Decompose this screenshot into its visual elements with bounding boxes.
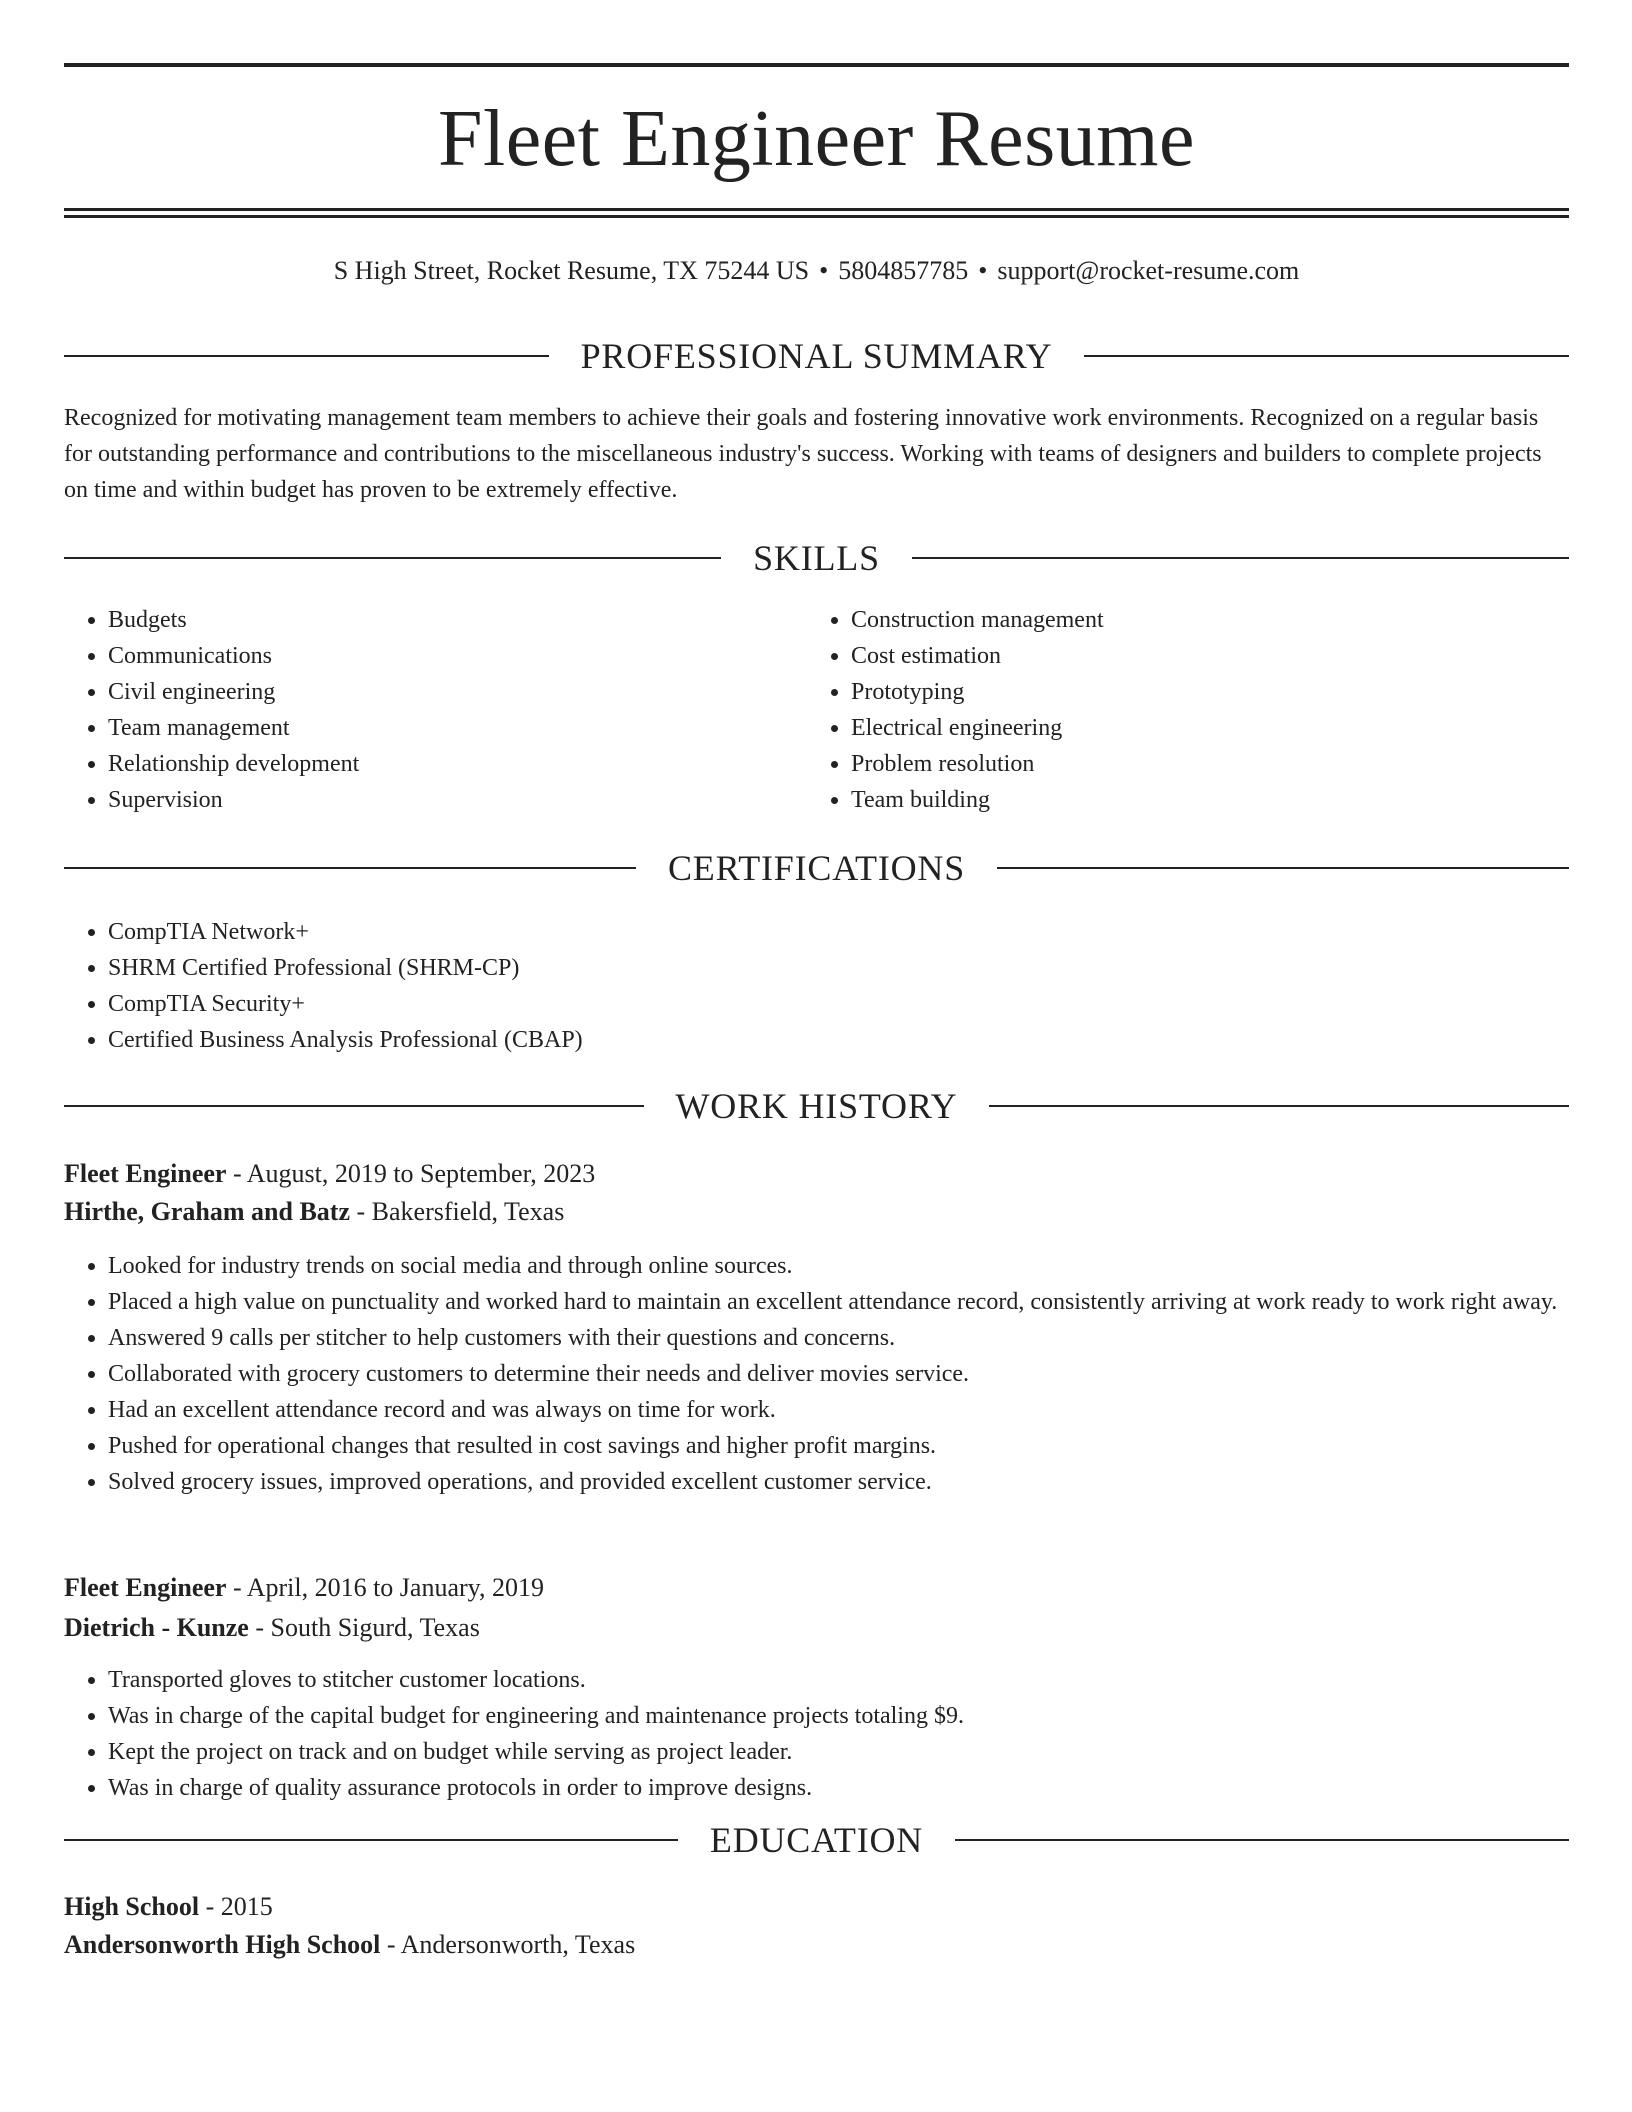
dash: - [232,1573,242,1602]
heading-rule [1084,355,1569,357]
skill-item: • Team building [851,782,1550,818]
contact-line [64,253,1569,289]
skill-item: • Relationship development [108,746,807,782]
job-title-line [64,1155,1569,1193]
duty-item: • Looked for industry trends on social media and through online sources. [108,1248,1569,1284]
section-heading-education [64,1818,1569,1862]
heading-rule [64,867,636,869]
contact-separator: • [978,256,988,285]
skill-item: • Prototyping [851,674,1550,710]
duty-item: • Solved grocery issues, improved operations, and provided excellent customer service. [108,1464,1569,1500]
skill-item: • Supervision [108,782,807,818]
education-year: 2015 [220,1892,273,1921]
duty-item: • Was in charge of the capital budget for engineering and maintenance projects totaling $9. [108,1698,1569,1734]
dash: - [386,1930,396,1959]
heading-rule [64,557,721,559]
section-title: CERTIFICATIONS [667,848,966,888]
certifications-list [64,914,1569,1058]
dash: - [255,1613,265,1642]
certification-item: • CompTIA Network+ [108,914,1569,950]
job-title-line [64,1569,1569,1607]
heading-rule [997,867,1569,869]
section-title: SKILLS [753,538,880,578]
skills-column-left [64,602,807,818]
top-rule [64,63,1569,67]
certification-item: • SHRM Certified Professional (SHRM-CP) [108,950,1569,986]
skill-item: • Construction management [851,602,1550,638]
job-duties-list [64,1248,1569,1500]
duty-item: • Collaborated with grocery customers to determine their needs and deliver movies service. [108,1356,1569,1392]
title-rule-lower [64,215,1569,218]
dash: - [205,1892,215,1921]
skills-column-right [807,602,1550,818]
job-company-line [64,1609,1569,1647]
duty-item: • Was in charge of quality assurance protocols in order to improve designs. [108,1770,1569,1806]
certification-item: • Certified Business Analysis Professional (CBAP) [108,1022,1569,1058]
job-duties-list [64,1662,1569,1806]
section-title: WORK HISTORY [675,1086,958,1126]
heading-rule [989,1105,1569,1107]
skills-list [64,602,1569,818]
duty-item: • Kept the project on track and on budget while serving as project leader. [108,1734,1569,1770]
heading-rule [955,1839,1569,1841]
education-degree-line [64,1888,1569,1926]
contact-address: S High Street, Rocket Resume, TX 75244 US [333,256,810,285]
job-company-line [64,1193,1569,1231]
skill-item: • Budgets [108,602,807,638]
contact-separator: • [819,256,829,285]
heading-rule [912,557,1569,559]
resume-title: Fleet Engineer Resume [438,95,1195,183]
title-rule-upper [64,208,1569,211]
skill-item: • Cost estimation [851,638,1550,674]
job-company: Dietrich - Kunze [64,1613,249,1642]
education-degree: High School [64,1892,200,1921]
job-location: South Sigurd, Texas [270,1613,480,1642]
job-company: Hirthe, Graham and Batz [64,1197,350,1226]
dash: - [356,1197,366,1226]
heading-rule [64,1839,678,1841]
dash: - [232,1159,242,1188]
skill-item: • Problem resolution [851,746,1550,782]
contact-email: support@rocket-resume.com [997,256,1300,285]
duty-item: • Transported gloves to stitcher customer locations. [108,1662,1569,1698]
duty-item: • Had an excellent attendance record and was always on time for work. [108,1392,1569,1428]
duty-item: • Pushed for operational changes that resulted in cost savings and higher profit margins. [108,1428,1569,1464]
education-school-line [64,1926,1569,1964]
section-heading-summary [64,334,1569,378]
job-title: Fleet Engineer [64,1159,227,1188]
section-title: EDUCATION [709,1820,924,1860]
heading-rule [64,355,549,357]
section-heading-skills [64,536,1569,580]
certification-item: • CompTIA Security+ [108,986,1569,1022]
job-location: Bakersfield, Texas [371,1197,565,1226]
section-heading-work-history [64,1084,1569,1128]
skill-item: • Team management [108,710,807,746]
section-heading-certifications [64,846,1569,890]
job-title: Fleet Engineer [64,1573,227,1602]
education-location: Andersonworth, Texas [400,1930,636,1959]
duty-item: • Answered 9 calls per stitcher to help customers with their questions and concerns. [108,1320,1569,1356]
job-dates: August, 2019 to September, 2023 [246,1159,596,1188]
skill-item: • Civil engineering [108,674,807,710]
section-title: PROFESSIONAL SUMMARY [580,336,1053,376]
duty-item: • Placed a high value on punctuality and worked hard to maintain an excellent attendance record, consistently arriving at work ready to work right away. [108,1284,1569,1320]
heading-rule [64,1105,644,1107]
skill-item: • Electrical engineering [851,710,1550,746]
skill-item: • Communications [108,638,807,674]
summary-text: Recognized for motivating management team members to achieve their goals and fostering innovative work environments. Recognized on a regular basis for outstanding performance and contributions to the miscellaneous industry's success. Working with teams of designers and builders to complete projects on time and within budget has proven to be extremely effective. [64,405,1542,503]
education-school: Andersonworth High School [64,1930,381,1959]
contact-phone: 5804857785 [838,256,969,285]
job-dates: April, 2016 to January, 2019 [246,1573,544,1602]
